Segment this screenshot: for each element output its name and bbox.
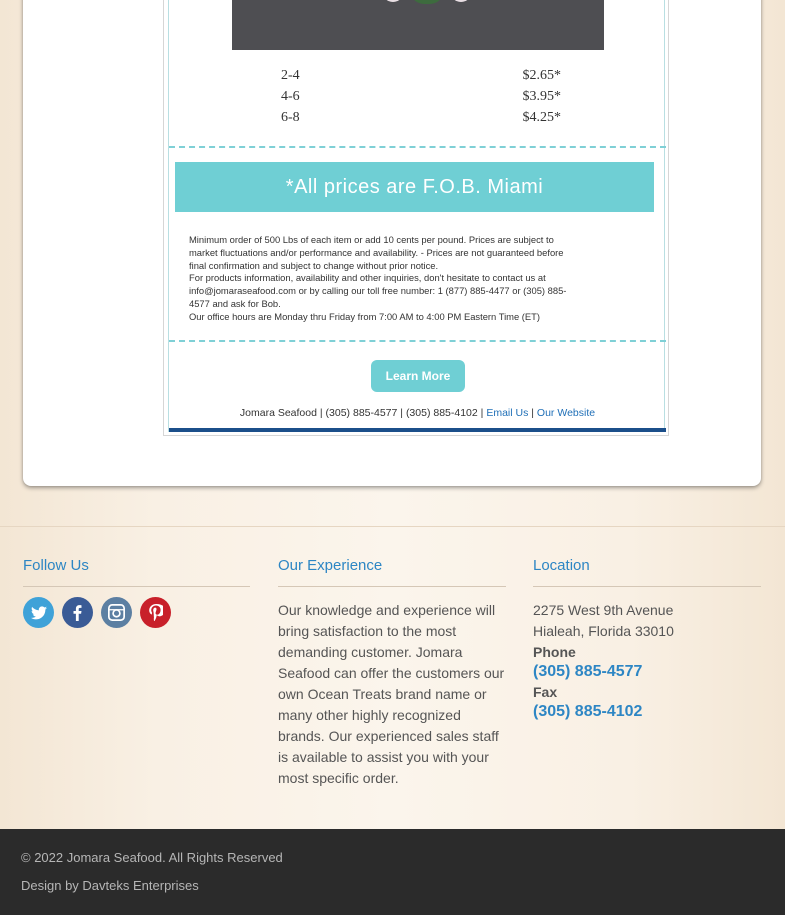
price-row [281, 89, 561, 109]
location-address [533, 600, 761, 642]
pinterest-icon[interactable] [140, 597, 171, 628]
photo-shell-left [382, 0, 404, 2]
fob-notice-box [169, 146, 666, 342]
flyer-footer [169, 402, 666, 424]
flyer-inner [168, 0, 665, 432]
location-title: Location [533, 557, 590, 574]
location-rule [533, 586, 761, 587]
price-row [281, 110, 561, 130]
fob-banner: *All prices are F.O.B. Miami [175, 162, 654, 212]
instagram-icon[interactable] [101, 597, 132, 628]
our-experience-rule [278, 586, 506, 587]
fax-label: Fax [533, 684, 558, 700]
location-section [533, 556, 761, 722]
fob-line: info@jomaraseafood.com or by calling our toll free number: 1 (877) 885-4477 or (305) 885- [189, 285, 567, 297]
photo-leaf [410, 0, 444, 4]
separator: | [531, 407, 534, 419]
fob-line: market fluctuations and/or performance and availability. - Prices are not guaranteed before [189, 246, 564, 258]
separator: | [319, 407, 323, 419]
flyer-footer-company: Jomara Seafood [239, 407, 317, 419]
price-row-price: $2.65* [522, 68, 561, 83]
fax-number: (305) 885-4102 [533, 703, 643, 720]
price-row-size: 4-6 [281, 89, 300, 104]
our-experience-section [278, 556, 506, 789]
our-experience-title: Our Experience [278, 557, 383, 574]
phone-label: Phone [533, 644, 576, 660]
content-card [23, 0, 761, 486]
learn-more-button[interactable]: Learn More [371, 360, 465, 392]
follow-us-section [23, 556, 250, 628]
flyer-footer-phone1: (305) 885-4577 [325, 407, 398, 419]
our-experience-text: Our knowledge and experience will bring satisfaction to the most demanding customer. Jomara Seafood can offer the customers our own Ocean Treats brand name or many other highly recognized brands. Our experienced sales staff is available to assist you with your most specific order. [278, 602, 505, 786]
fob-line: Our office hours are Monday thru Friday from 7:00 AM to 4:00 PM Eastern Time (ET) [189, 310, 541, 322]
address-line-2: Hialeah, Florida 33010 [533, 623, 674, 639]
flyer-footer-phone2: (305) 885-4102 [405, 407, 478, 419]
separator: | [480, 407, 484, 419]
price-row-price: $3.95* [522, 89, 561, 104]
copyright-text: © 2022 Jomara Seafood. All Rights Reserved [21, 850, 283, 865]
price-row [281, 68, 561, 88]
phone-number[interactable]: (305) 885-4577 [533, 663, 643, 680]
flyer-bottom-bar [169, 428, 666, 432]
price-row-size: 6-8 [281, 110, 300, 125]
fob-line: Minimum order of 500 Lbs of each item or add 10 cents per pound. Prices are subject to [189, 234, 554, 245]
follow-us-rule [23, 586, 250, 587]
social-icons [23, 597, 250, 628]
fob-line: For products information, availability and other inquiries, don't hesitate to contact us at [189, 272, 546, 284]
price-row-price: $4.25* [522, 110, 561, 125]
twitter-icon[interactable] [23, 597, 54, 628]
fob-notice-text [189, 234, 647, 324]
section-divider [0, 526, 785, 527]
address-line-1: 2275 West 9th Avenue [533, 602, 674, 618]
fob-line: 4577 and ask for Bob. [189, 297, 281, 309]
email-us-link[interactable]: Email Us [486, 407, 529, 419]
price-row-size: 2-4 [281, 68, 300, 83]
follow-us-title: Follow Us [23, 557, 89, 574]
facebook-icon[interactable] [62, 597, 93, 628]
fob-line: final confirmation and subject to change without prior notice. [189, 259, 439, 271]
separator: | [400, 407, 404, 419]
our-website-link[interactable]: Our Website [536, 407, 596, 419]
footer-bottom-bar [0, 829, 785, 915]
price-flyer-image [163, 0, 669, 436]
photo-shell-right [450, 0, 472, 2]
design-credit[interactable]: Design by Davteks Enterprises [21, 878, 199, 893]
seafood-photo [232, 0, 604, 50]
